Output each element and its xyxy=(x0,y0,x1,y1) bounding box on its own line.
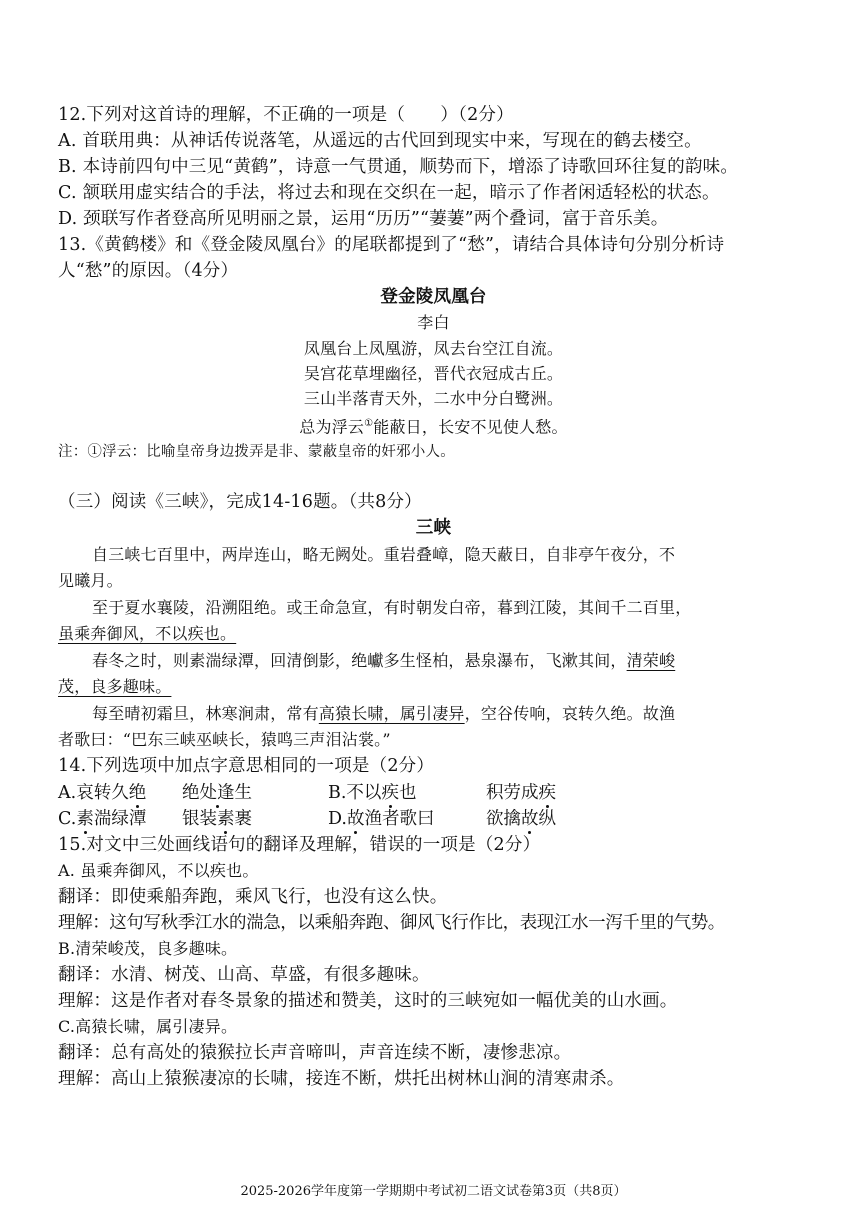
q15-a-translation: 翻译：即使乘船奔跑，乘风飞行，也没有这么快。 xyxy=(58,887,448,907)
underlined-sentence-3: 高猿长啸，属引凄异 xyxy=(318,704,465,723)
passage-p2-line1: 至于夏水襄陵，沿溯阻绝。或王命急宣，有时朝发白帝，暮到江陵，其间千二百里， xyxy=(92,598,692,617)
q12-option-b: B. 本诗前四句中三见“黄鹤”，诗意一气贯通，顺势而下，增添了诗歌回环往复的韵味。 xyxy=(58,157,739,177)
passage-p3-text: 春冬之时，则素湍绿潭，回清倒影，绝巘多生怪柏，悬泉瀑布，飞漱其间， xyxy=(92,651,627,670)
q15-b-understanding: 理解：这是作者对春冬景象的描述和赞美，这时的三峡宛如一幅优美的山水画。 xyxy=(58,991,678,1011)
poem-author: 李白 xyxy=(417,313,450,332)
passage-title: 三峡 xyxy=(415,518,452,538)
q12-option-d: D. 颈联写作者登高所见明丽之景，运用“历历”“萋萋”两个叠词，富于音乐美。 xyxy=(58,209,669,229)
dotted-char: 素 xyxy=(76,809,94,829)
q15-option-c: C.高猿长啸，属引凄异。 xyxy=(58,1017,238,1036)
page-footer: 2025-2026学年度第一学期期中考试初二语文试卷第3页（共8页） xyxy=(240,1184,627,1199)
poem-title: 登金陵凤凰台 xyxy=(380,287,487,307)
passage-p3-line2 xyxy=(58,675,171,699)
q15-stem: 15.对文中三处画线语句的翻译及理解，错误的一项是（2分） xyxy=(58,835,541,855)
dotted-char: 疾 xyxy=(381,783,399,803)
q14-option-d-right: 欲擒故纵 xyxy=(486,809,556,829)
q14-option-b-left: B.不以疾也 xyxy=(328,783,417,803)
underlined-sentence-2a: 清荣峻 xyxy=(626,651,676,670)
q14-option-a-left: A.哀转久绝 xyxy=(58,783,147,803)
q14-option-b-right: 积劳成疾 xyxy=(486,783,556,803)
passage-p1-line1: 自三峡七百里中，两岸连山，略无阙处。重岩叠嶂，隐天蔽日，自非亭午夜分，不 xyxy=(92,545,676,564)
poem-note: 注：①浮云：比喻皇帝身边拨弄是非、蒙蔽皇帝的奸邪小人。 xyxy=(58,444,455,460)
dotted-char: 绝 xyxy=(128,783,147,803)
passage-p4-line2: 者歌曰：“巴东三峡巫峡长，猿鸣三声泪沾裳。” xyxy=(58,730,391,749)
poem-line-1: 凤凰台上凤凰游，凤去台空江自流。 xyxy=(303,339,564,358)
q15-option-b: B.清荣峻茂，良多趣味。 xyxy=(58,939,238,958)
q15-b-translation: 翻译：水清、树茂、山高、草盛，有很多趣味。 xyxy=(58,965,430,985)
q12-stem: 12.下列对这首诗的理解，不正确的一项是（ ）（2分） xyxy=(58,105,514,125)
dotted-char: 绝处逢生 xyxy=(182,783,252,803)
passage-p2-line2 xyxy=(58,622,236,646)
dotted-char: 疾 xyxy=(538,783,556,803)
underlined-sentence-2b: 茂，良多趣味。 xyxy=(58,677,172,696)
poem-line-2: 吴宫花草埋幽径，晋代衣冠成古丘。 xyxy=(303,364,564,383)
q14-option-a-right xyxy=(182,781,252,805)
dotted-char: 故 xyxy=(521,809,539,829)
q15-option-a: A. 虽乘奔御风，不以疾也。 xyxy=(58,861,259,880)
q12-option-a: A. 首联用典：从神话传说落笔，从遥远的古代回到现实中来，写现在的鹤去楼空。 xyxy=(58,131,702,151)
poem-line-4-part2: 能蔽日，长安不见使人愁。 xyxy=(373,417,568,437)
q15-c-translation: 翻译：总有高处的猿猴拉长声音啼叫，声音连续不断，凄惨悲凉。 xyxy=(58,1043,572,1063)
section3-header: （三）阅读《三峡》，完成14-16题。（共8分） xyxy=(58,492,422,512)
q13-stem-line1: 13.《黄鹤楼》和《登金陵凤凰台》的尾联都提到了“愁”，请结合具体诗句分别分析诗 xyxy=(58,235,725,255)
q12-option-c: C. 颔联用虚实结合的手法，将过去和现在交织在一起，暗示了作者闲适轻松的状态。 xyxy=(58,183,720,203)
poem-line-4 xyxy=(0,412,867,439)
q15-a-understanding: 理解：这句写秋季江水的湍急，以乘船奔跑、御风飞行作比，表现江水一泻千里的气势。 xyxy=(58,913,725,933)
passage-p4-text2: ，空谷传响，哀转久绝。故渔 xyxy=(464,704,676,723)
q14-option-c-left: C.素湍绿潭 xyxy=(58,809,147,829)
poem-line-4-part1: 总为浮云 xyxy=(299,417,365,437)
dotted-char: 故 xyxy=(346,809,365,829)
footnote-mark: ① xyxy=(364,418,374,429)
underlined-sentence-1: 虽乘奔御风，不以疾也。 xyxy=(58,624,237,643)
q14-option-c-right: 银装素裹 xyxy=(182,809,252,829)
q13-stem-line2: 人“愁”的原因。（4分） xyxy=(58,261,239,281)
q15-c-understanding: 理解：高山上猿猴凄凉的长啸，接连不断，烘托出树林山涧的清寒肃杀。 xyxy=(58,1069,625,1089)
passage-p3-line1 xyxy=(92,649,675,673)
q14-stem: 14.下列选项中加点字意思相同的一项是（2分） xyxy=(58,756,435,776)
passage-p4-text1: 每至晴初霜旦，林寒涧肃，常有 xyxy=(92,704,319,723)
dotted-char: 素 xyxy=(217,809,235,829)
passage-p4-line1 xyxy=(92,702,675,726)
passage-p1-line2: 见曦月。 xyxy=(58,571,123,590)
q14-option-d-left: D.故渔者歌曰 xyxy=(328,809,435,829)
poem-line-3: 三山半落青天外，二水中分白鹭洲。 xyxy=(303,389,564,408)
